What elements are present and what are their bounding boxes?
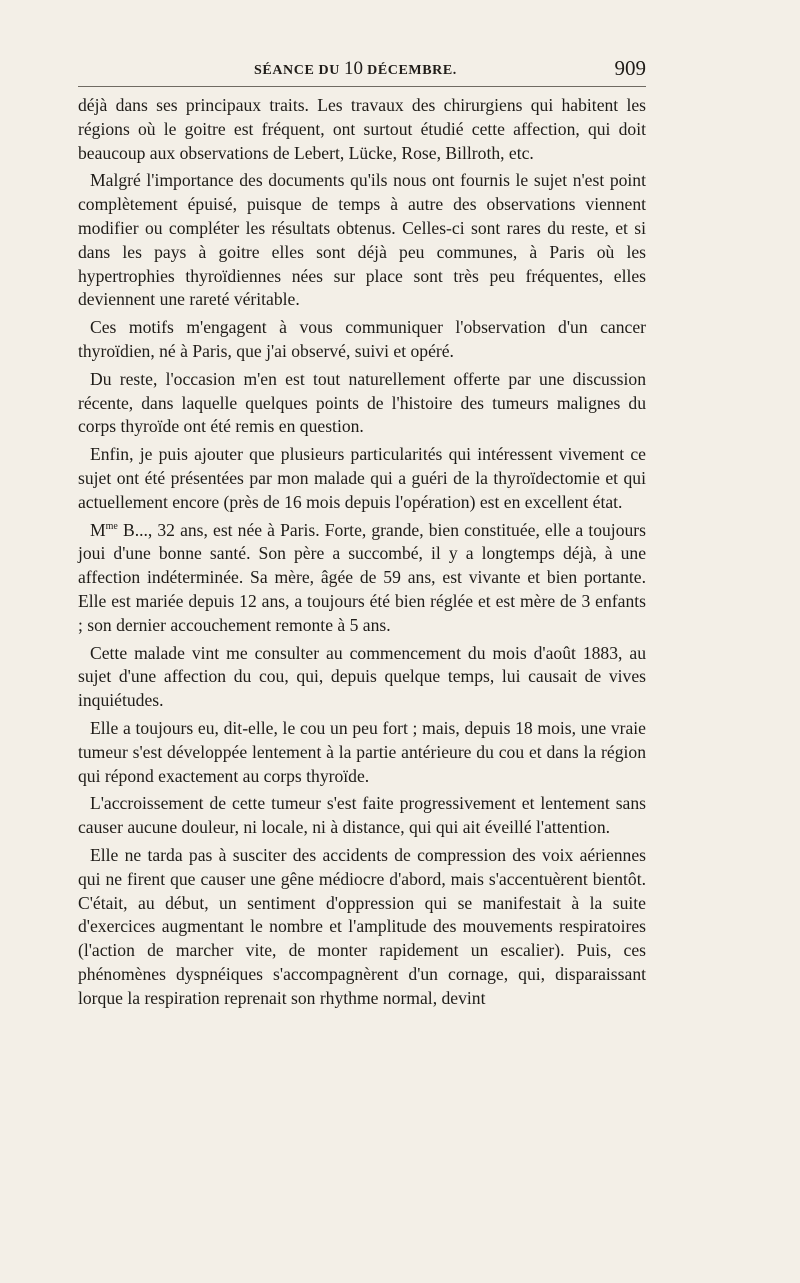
running-title <box>254 58 457 80</box>
paragraph-5: Enfin, je puis ajouter que plusieurs particularités qui intéressent vivement ce sujet ont été présentées par mon malade qui a guéri de la thyroïdectomie et qui actuellement encore (près de 16 mois depuis l'opération) est en excellent état. <box>78 444 646 512</box>
patient-title-sup: me <box>105 520 118 532</box>
paragraph-1: déjà dans ses principaux traits. Les travaux des chirurgiens qui habitent les régions où le goitre est fréquent, ont surtout étudié cette affection, qui doit beaucoup aux observations de Lebert, Lücke, Rose, Billroth, etc. <box>78 95 646 163</box>
paragraph-3: Ces motifs m'engagent à vous communiquer l'observation d'un cancer thyroïdien, né à Paris, que j'ai observé, suivi et opéré. <box>78 317 646 361</box>
paragraph-4: Du reste, l'occasion m'en est tout naturellement offerte par une discussion récente, dans laquelle quelques points de l'histoire des tumeurs malignes du corps thyroïde ont été remis en question. <box>78 368 646 437</box>
page-number: 909 <box>614 56 646 80</box>
paragraph-7: Cette malade vint me consulter au commencement du mois d'août 1883, au sujet d'une affection du cou, qui, depuis quelque temps, lui causait de vives inquiétudes. <box>78 642 646 711</box>
body-text <box>78 94 646 1010</box>
patient-title: M <box>90 519 106 540</box>
paragraph-9: L'accroissement de cette tumeur s'est faite progressivement et lentement sans causer aucune douleur, ni locale, ni à distance, qui qui ait éveillé l'attention. <box>78 793 646 838</box>
paragraph-6-text: B..., 32 ans, est née à Paris. Forte, grande, bien constituée, elle a toujours joui d'une bonne santé. Son père a succombé, il y a longtemps déjà, à une affection indéterminée. Sa mère, âgée de 59 ans, est vivante et bien portante. Elle est mariée depuis 12 ans, a toujours été bien réglée et est mère de 3 enfants ; son dernier accouchement remonte à 5 ans. <box>78 519 646 635</box>
running-title-month: DÉCEMBRE. <box>363 63 457 78</box>
running-title-day: 10 <box>344 58 364 79</box>
paragraph-8: Elle a toujours eu, dit-elle, le cou un peu fort ; mais, depuis 18 mois, une vraie tumeur s'est développée lentement à la partie antérieure du cou et dans la région qui répond exactement au corps thyroïde. <box>78 717 646 786</box>
paragraph-6 <box>78 519 646 638</box>
running-title-prefix: SÉANCE DU <box>254 63 345 78</box>
paragraph-10: Elle ne tarda pas à susciter des accidents de compression des voix aériennes qui ne firent que causer une gêne médiocre d'abord, mais s'accentuèrent bientôt. C'était, au début, un sentiment d'oppression qui se manifestait à la suite d'exercices augmentant le nombre et l'amplitude des mouvements respiratoires (l'action de marcher vite, de monter rapidement un escalier). Puis, ces phénomènes dyspnéiques s'accompagnèrent d'un cornage, qui, disparaissant lorque la respiration reprenait son rhythme normal, devint <box>78 844 646 1008</box>
running-header <box>78 56 646 87</box>
paragraph-2: Malgré l'importance des documents qu'ils nous ont fournis le sujet n'est point complètement épuisé, puisque de temps à autre des observations viennent modifier ou compléter les résultats obtenus. Celles-ci sont rares du reste, et si dans les pays à goitre elles sont déjà peu communes, à Paris où les hypertrophies thyroïdiennes nées sur place sont très peu fréquentes, elles deviennent une rareté véritable. <box>78 170 646 310</box>
